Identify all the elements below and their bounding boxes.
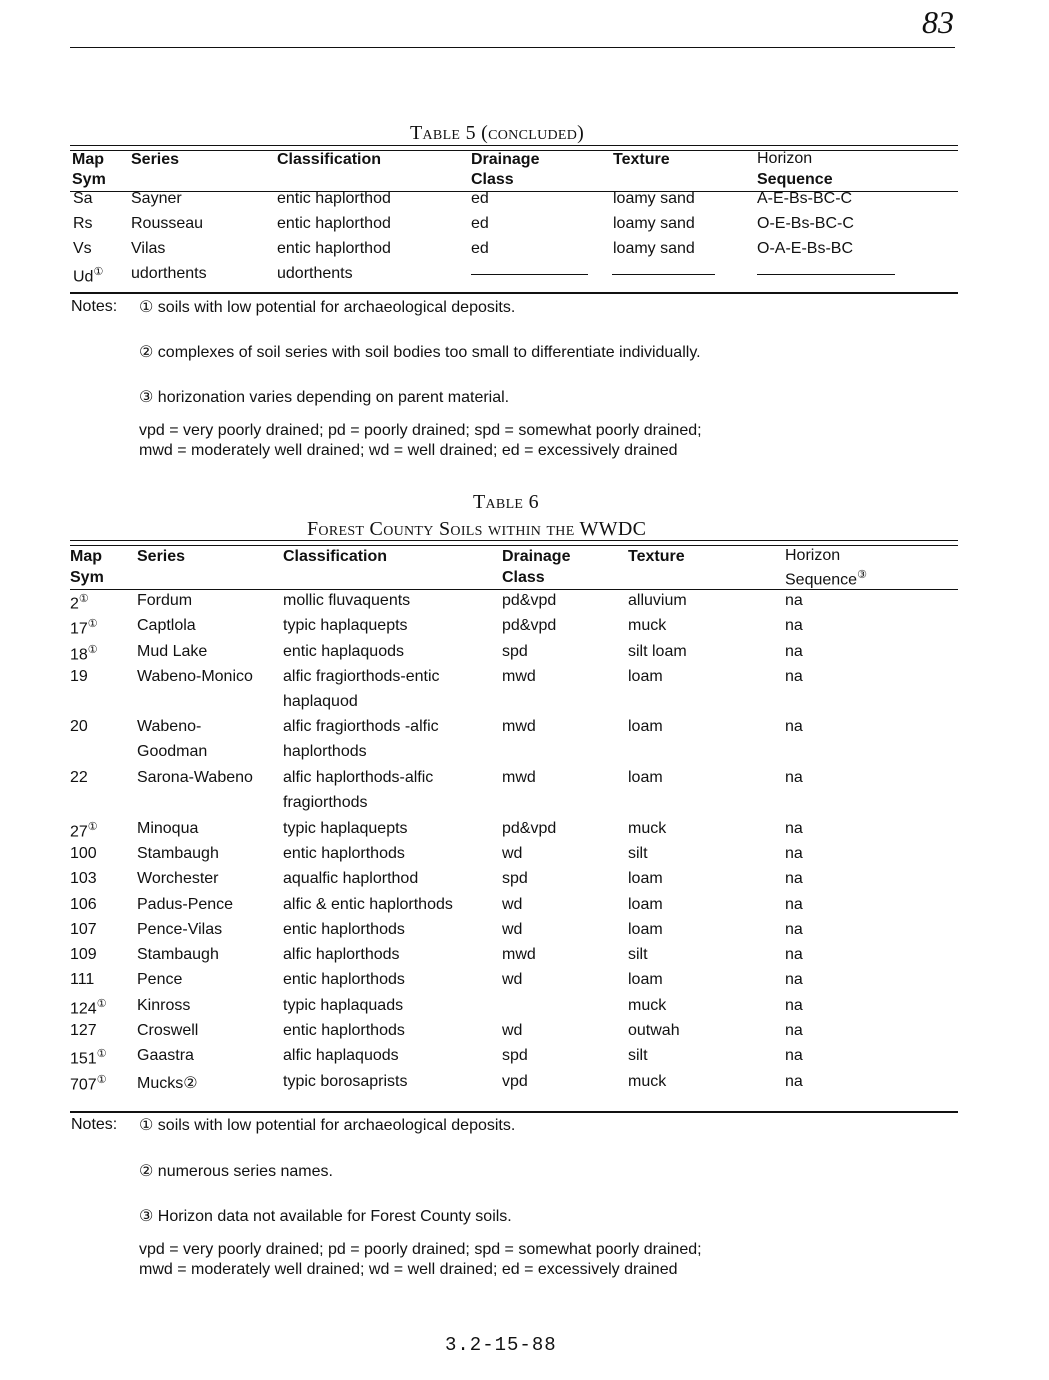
footnote-marker: ① [96, 1048, 107, 1060]
cell-horizon: na [785, 921, 803, 938]
cell-series: Wabeno- [137, 718, 202, 735]
cell-drainage: mwd [502, 946, 536, 963]
cell-drainage: pd&vpd [502, 820, 557, 837]
table-5-title: Table 5 (concluded) [410, 122, 585, 144]
cell-map-sym [70, 870, 97, 888]
cell-texture: muck [628, 997, 667, 1014]
cell-map-sym [70, 845, 97, 863]
cell-map-sym [70, 1022, 97, 1040]
cell-series: Captlola [137, 617, 196, 634]
cell-drainage: mwd [502, 668, 536, 685]
cell-texture: muck [628, 1073, 667, 1090]
map-sym-value: 103 [70, 870, 97, 887]
cell-series: Pence-Vilas [137, 921, 223, 938]
cell-classification-cont: haplaquod [283, 693, 358, 711]
table-row [0, 1047, 1049, 1072]
footnote-marker: ③ [857, 569, 867, 581]
blank-dash [757, 274, 895, 275]
table-row [0, 617, 1049, 642]
col-header-map: Map [72, 151, 104, 168]
cell-classification-cont: haplorthods [283, 743, 367, 761]
cell-texture: silt loam [628, 643, 687, 660]
cell-series: Sarona-Wabeno [137, 769, 253, 786]
map-sym-value: 111 [70, 971, 95, 988]
cell-map-sym [70, 617, 98, 638]
table-row [0, 769, 1049, 812]
cell-classification: typic borosaprists [283, 1073, 408, 1090]
cell-classification: entic haplorthods [283, 971, 405, 988]
map-sym-value: 151 [70, 1050, 97, 1068]
note-5: mwd = moderately well drained; wd = well drained; ed = excessively drained [139, 1261, 678, 1278]
cell-drainage: vpd [502, 1073, 528, 1090]
cell-horizon: na [785, 617, 803, 634]
col-header-classification: Classification [283, 548, 388, 565]
map-sym-value: Vs [73, 240, 92, 257]
cell-horizon: na [785, 1047, 803, 1064]
table-6-top-rule-2 [70, 545, 958, 546]
col-header-series: Series [131, 151, 180, 168]
cell-series: Mucks② [137, 1075, 198, 1092]
cell-horizon: na [785, 946, 803, 963]
note-1: ① soils with low potential for archaeological deposits. [139, 299, 516, 316]
table-6-title: Table 6 [473, 491, 539, 513]
cell-classification: entic haplorthods [283, 845, 405, 862]
col-header-series: Series [137, 548, 186, 565]
notes-label: Notes: [71, 298, 118, 315]
notes-label: Notes: [71, 1116, 118, 1133]
table-row [0, 1073, 1049, 1098]
table-row [0, 946, 1049, 971]
col-header-drainage: Drainage [502, 548, 571, 565]
table-row [0, 820, 1049, 845]
cell-classification: mollic fluvaquents [283, 592, 411, 609]
note-3: ③ horizonation varies depending on parent material. [139, 389, 510, 406]
cell-classification: entic haplaquods [283, 643, 404, 660]
table-5-top-rule [70, 145, 958, 146]
col-header-sym: Sym [72, 171, 106, 188]
map-sym-value: 127 [70, 1022, 97, 1039]
cell-drainage: mwd [502, 769, 536, 786]
cell-classification: typic haplaquepts [283, 617, 408, 634]
cell-classification-cont: fragiorthods [283, 794, 368, 812]
cell-horizon: na [785, 1022, 803, 1039]
table-row [0, 921, 1049, 946]
cell-map-sym [70, 971, 94, 989]
cell-series: Minoqua [137, 820, 199, 837]
cell-map-sym [70, 668, 88, 686]
cell-horizon: A-E-Bs-BC-C [757, 190, 853, 207]
cell-classification: entic haplorthods [283, 1022, 405, 1039]
col-header-texture: Texture [628, 548, 685, 565]
table-row [0, 643, 1049, 668]
cell-horizon: na [785, 668, 803, 685]
table-row [0, 870, 1049, 895]
table-row [0, 896, 1049, 921]
cell-series: Gaastra [137, 1047, 194, 1064]
cell-map-sym [70, 921, 97, 939]
footnote-marker: ① [78, 593, 89, 605]
table-row [0, 718, 1049, 761]
cell-horizon: O-A-E-Bs-BC [757, 240, 853, 257]
top-rule [70, 47, 955, 48]
cell-series: Stambaugh [137, 946, 219, 963]
cell-classification: alfic fragiorthods-entic [283, 668, 440, 685]
col-header-texture: Texture [613, 151, 670, 168]
cell-drainage: spd [502, 870, 528, 887]
table-5-bottom-rule [70, 292, 958, 294]
table-6-subtitle: Forest County Soils within the WWDC [307, 518, 647, 540]
map-sym-value: Ud [73, 268, 94, 286]
cell-horizon: na [785, 592, 803, 609]
note-4: vpd = very poorly drained; pd = poorly drained; spd = somewhat poorly drained; [139, 422, 702, 439]
cell-classification: typic haplaquepts [283, 820, 408, 837]
map-sym-value: 19 [70, 668, 88, 685]
cell-texture: loamy sand [613, 215, 695, 232]
cell-texture: muck [628, 617, 667, 634]
page-footer: 3.2-15-88 [445, 1334, 557, 1356]
cell-map-sym [70, 946, 97, 964]
footnote-marker: ① [93, 266, 104, 278]
cell-horizon: na [785, 971, 803, 988]
map-sym-value: 17 [70, 620, 88, 638]
note-2: ② numerous series names. [139, 1163, 333, 1180]
cell-drainage: wd [502, 971, 523, 988]
cell-drainage: mwd [502, 718, 536, 735]
footnote-marker: ① [87, 821, 98, 833]
col-header-sequence: Sequence [757, 171, 833, 188]
cell-texture: loam [628, 668, 663, 685]
map-sym-value: 22 [70, 769, 88, 786]
table-6-header-rule [70, 589, 958, 590]
blank-dash [471, 274, 588, 275]
cell-drainage: pd&vpd [502, 592, 557, 609]
cell-texture: muck [628, 820, 667, 837]
cell-horizon: na [785, 997, 803, 1014]
cell-classification: alfic & entic haplorthods [283, 896, 453, 913]
col-header-horizon: Horizon [785, 547, 841, 564]
blank-dash [612, 274, 715, 275]
cell-map-sym [70, 896, 97, 914]
footnote-marker: ① [96, 998, 107, 1010]
footnote-marker: ① [87, 618, 98, 630]
map-sym-value: 106 [70, 896, 97, 913]
cell-texture: silt [628, 845, 648, 862]
note-3: ③ Horizon data not available for Forest County soils. [139, 1208, 512, 1225]
cell-horizon: na [785, 718, 803, 735]
map-sym-value: Sa [73, 190, 93, 207]
cell-texture: loam [628, 921, 663, 938]
cell-horizon: O-E-Bs-BC-C [757, 215, 854, 232]
cell-map-sym [70, 643, 98, 664]
col-header-class: Class [502, 569, 545, 586]
map-sym-value: 20 [70, 718, 88, 735]
note-5: mwd = moderately well drained; wd = well drained; ed = excessively drained [139, 442, 678, 459]
cell-map-sym [73, 240, 92, 258]
cell-classification: entic haplorthod [277, 240, 391, 257]
map-sym-value: 107 [70, 921, 97, 938]
cell-texture: alluvium [628, 592, 687, 609]
cell-map-sym [70, 997, 107, 1018]
cell-texture: loamy sand [613, 240, 695, 257]
cell-drainage: wd [502, 1022, 523, 1039]
cell-drainage: wd [502, 921, 523, 938]
table-6-top-rule [70, 540, 958, 541]
cell-horizon: na [785, 1073, 803, 1090]
col-header-map: Map [70, 548, 102, 565]
table-row [0, 845, 1049, 870]
cell-texture: loam [628, 718, 663, 735]
note-4: vpd = very poorly drained; pd = poorly drained; spd = somewhat poorly drained; [139, 1241, 702, 1258]
cell-texture: loam [628, 870, 663, 887]
table-row [0, 265, 1049, 290]
table-row [0, 971, 1049, 996]
cell-drainage: ed [471, 240, 489, 257]
footnote-marker: ① [87, 644, 98, 656]
cell-classification: aqualfic haplorthod [283, 870, 419, 887]
map-sym-value: 18 [70, 646, 88, 664]
cell-map-sym [70, 1047, 107, 1068]
cell-texture: silt [628, 1047, 648, 1064]
note-2: ② complexes of soil series with soil bodies too small to differentiate individually. [139, 344, 701, 361]
cell-map-sym [70, 1073, 107, 1094]
cell-series: Stambaugh [137, 845, 219, 862]
cell-series: Pence [137, 971, 183, 988]
cell-drainage: spd [502, 643, 528, 660]
cell-map-sym [70, 592, 89, 613]
table-6-bottom-rule [70, 1111, 958, 1113]
cell-classification: entic haplorthods [283, 921, 405, 938]
cell-series: Kinross [137, 997, 191, 1014]
col-header-drainage: Drainage [471, 151, 540, 168]
table-row [0, 190, 1049, 215]
table-row [0, 997, 1049, 1022]
cell-map-sym [73, 215, 93, 233]
col-header-classification: Classification [277, 151, 382, 168]
cell-classification: alfic haplaquods [283, 1047, 399, 1064]
cell-classification: typic haplaquads [283, 997, 404, 1014]
cell-map-sym [73, 190, 93, 208]
cell-texture: loamy sand [613, 190, 695, 207]
map-sym-value: 124 [70, 1000, 97, 1018]
map-sym-value: 2 [70, 595, 79, 613]
cell-map-sym [70, 769, 88, 787]
cell-classification: entic haplorthod [277, 215, 391, 232]
cell-texture: loam [628, 971, 663, 988]
cell-series: Croswell [137, 1022, 199, 1039]
map-sym-value: 109 [70, 946, 97, 963]
cell-series-cont: Goodman [137, 743, 208, 761]
cell-horizon: na [785, 896, 803, 913]
cell-texture: silt [628, 946, 648, 963]
note-1: ① soils with low potential for archaeological deposits. [139, 1117, 516, 1134]
cell-classification: alfic haplorthods [283, 946, 400, 963]
footnote-marker: ① [96, 1074, 107, 1086]
cell-texture: loam [628, 896, 663, 913]
cell-texture: loam [628, 769, 663, 786]
col-header-class: Class [471, 171, 514, 188]
col-header-horizon: Horizon [757, 150, 813, 167]
cell-series: Fordum [137, 592, 193, 609]
cell-texture: outwah [628, 1022, 680, 1039]
cell-series: Sayner [131, 190, 182, 207]
cell-map-sym [70, 718, 88, 736]
cell-series: Mud Lake [137, 643, 208, 660]
map-sym-value: 707 [70, 1076, 97, 1094]
table-row [0, 240, 1049, 265]
cell-horizon: na [785, 643, 803, 660]
map-sym-value: 27 [70, 823, 88, 841]
cell-horizon: na [785, 870, 803, 887]
cell-map-sym [73, 265, 103, 286]
cell-drainage: pd&vpd [502, 617, 557, 634]
cell-classification: udorthents [277, 265, 353, 282]
cell-series: Rousseau [131, 215, 204, 232]
cell-drainage: wd [502, 896, 523, 913]
table-row [0, 1022, 1049, 1047]
cell-drainage: ed [471, 190, 489, 207]
cell-series: Wabeno-Monico [137, 668, 253, 685]
table-row [0, 592, 1049, 617]
cell-horizon: na [785, 769, 803, 786]
cell-horizon: na [785, 820, 803, 837]
cell-classification: alfic fragiorthods -alfic [283, 718, 439, 735]
cell-drainage: spd [502, 1047, 528, 1064]
col-header-sym: Sym [70, 569, 104, 586]
cell-drainage: ed [471, 215, 489, 232]
map-sym-value: 100 [70, 845, 97, 862]
cell-horizon: na [785, 845, 803, 862]
page-number: 83 [922, 4, 954, 40]
cell-classification: alfic haplorthods-alfic [283, 769, 434, 786]
col-header-sequence: Sequence③ [785, 569, 867, 589]
map-sym-value: Rs [73, 215, 93, 232]
table-row [0, 668, 1049, 711]
cell-classification: entic haplorthod [277, 190, 391, 207]
cell-series: Worchester [137, 870, 219, 887]
table-row [0, 215, 1049, 240]
cell-map-sym [70, 820, 98, 841]
cell-series: Padus-Pence [137, 896, 234, 913]
cell-series: Vilas [131, 240, 166, 257]
cell-drainage: wd [502, 845, 523, 862]
cell-series: udorthents [131, 265, 207, 282]
